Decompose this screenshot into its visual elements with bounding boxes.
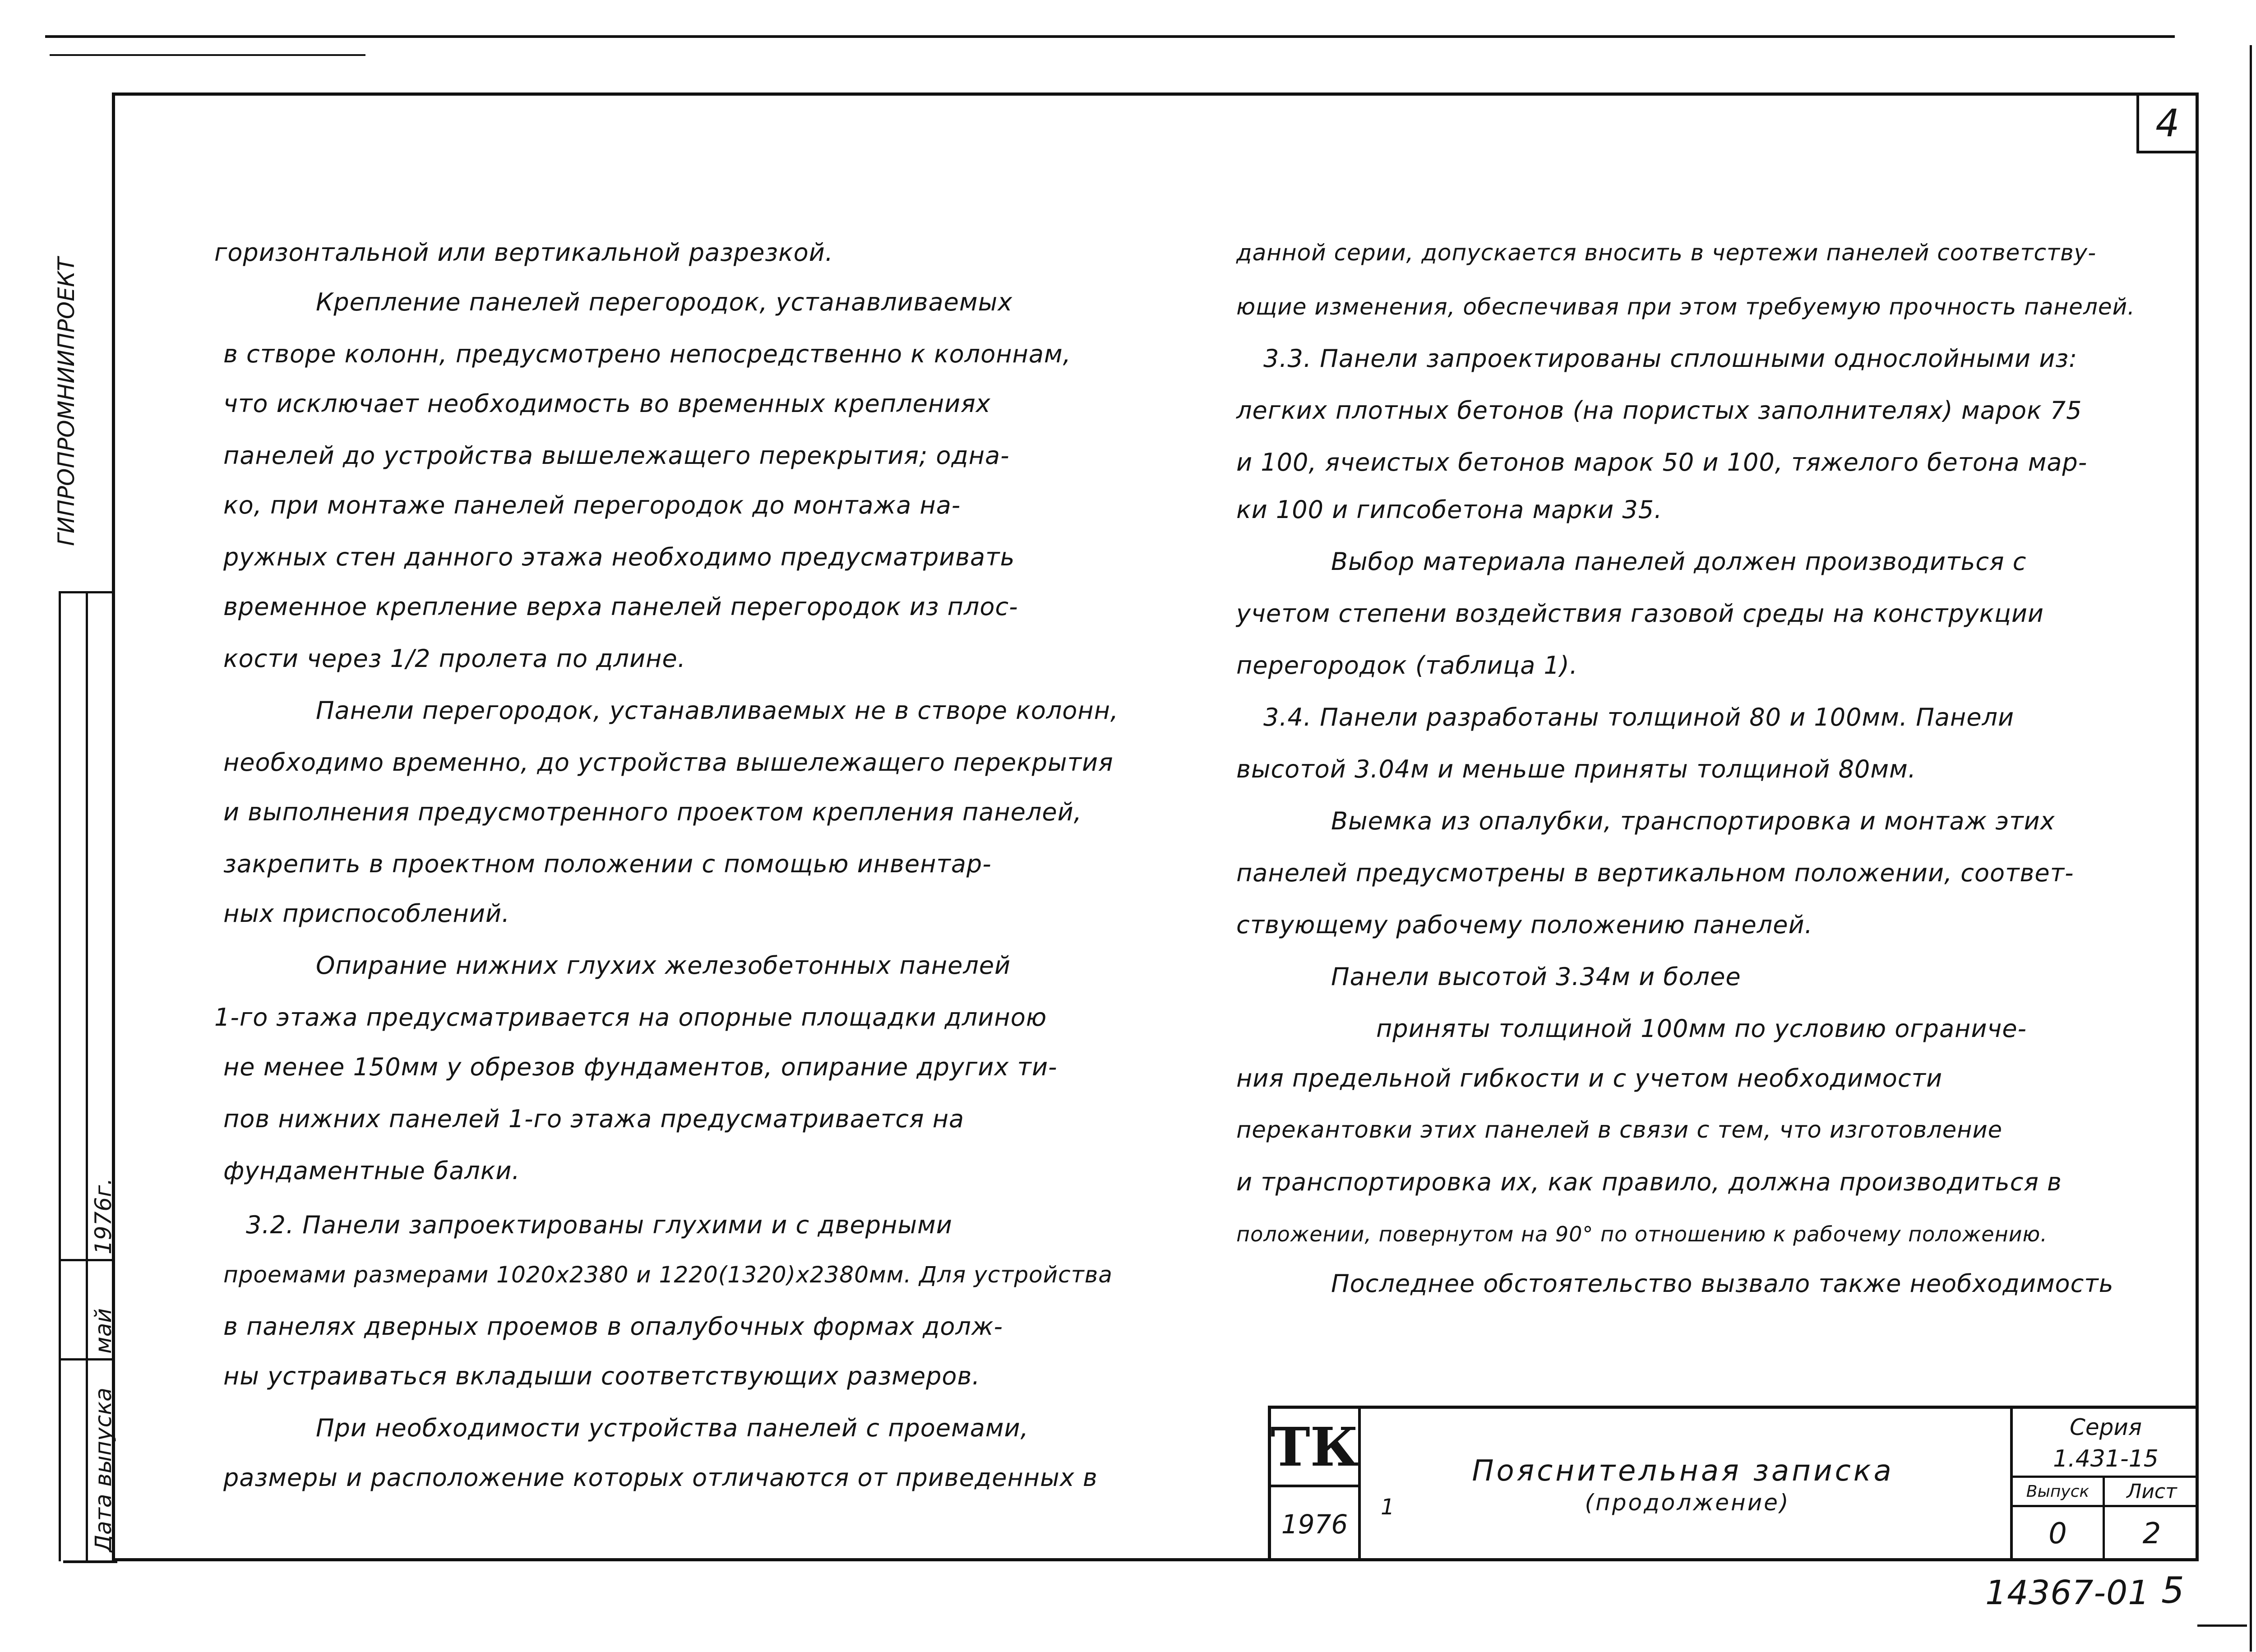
text-line: учетом степени воздействия газовой среды на конструкции (1236, 599, 2044, 628)
text-line: При необходимости устройства панелей с проемами, (316, 1414, 1029, 1442)
text-line: ния предельной гибкости и с учетом необходимости (1236, 1064, 1943, 1092)
document-subtitle-cell (1512, 1489, 1863, 1516)
title-year-cell (1271, 1487, 1358, 1561)
text-line: Панели перегородок, устанавливаемых не в створе колонн, (316, 696, 1119, 725)
text-line: 3.3. Панели запроектированы сплошными однослойными из: (1263, 344, 2078, 373)
title-year: 1976 (1281, 1509, 1348, 1540)
side-strip-divider-2 (86, 591, 88, 1561)
right-edge-line (2250, 45, 2252, 1652)
text-line: ны устраиваться вкладыши соответствующих размеров. (223, 1362, 980, 1390)
text-line: высотой 3.04м и меньше приняты толщиной 80мм. (1236, 755, 1916, 783)
inventory-number: 14367-01 (1985, 1573, 2150, 1612)
text-line: панелей предусмотрены в вертикальном положении, соответ- (1236, 859, 2074, 887)
text-line: перегородок (таблица 1). (1236, 651, 1578, 680)
side-year: 1976г. (90, 1178, 116, 1254)
series-value: 1.431-15 (2053, 1445, 2159, 1472)
text-line: в створе колонн, предусмотрено непосредственно к колоннам, (223, 340, 1071, 368)
text-line: ружных стен данного этажа необходимо предусматривать (223, 543, 1015, 571)
text-line: 3.2. Панели запроектированы глухими и с дверными (246, 1211, 952, 1239)
text-line: не менее 150мм у обрезов фундаментов, опирание других ти- (223, 1053, 1058, 1081)
issue-value: 0 (2048, 1517, 2067, 1550)
side-strip-row-2 (59, 1358, 112, 1360)
side-organization-label: ГИПРОПРОМНИИПРОЕКТ (53, 257, 79, 546)
logo-text: ТК (1270, 1415, 1359, 1478)
side-date-label: Дата выпуска (90, 1388, 116, 1552)
series-label-cell (2013, 1412, 2199, 1442)
bottom-left-line (63, 1560, 117, 1563)
text-line: приняты толщиной 100мм по условию ограниче- (1376, 1014, 2027, 1043)
bottom-right-tick (2197, 1624, 2247, 1627)
text-line: Опирание нижних глухих железобетонных панелей (316, 951, 1011, 980)
text-line: необходимо временно, до устройства вышележащего перекрытия (223, 748, 1114, 777)
text-line: ствующему рабочему положению панелей. (1236, 911, 1813, 939)
text-line: ки 100 и гипсобетона марки 35. (1236, 495, 1663, 524)
title-block-top (1268, 1406, 2199, 1409)
document-title-cell (1399, 1455, 1967, 1487)
text-line: Крепление панелей перегородок, устанавливаемых (316, 288, 1013, 316)
text-line: закрепить в проектном положении с помощью инвентар- (223, 850, 992, 878)
sheet-value-cell (2105, 1507, 2199, 1560)
text-line: положении, повернутом на 90° по отношению к рабочему положению. (1236, 1222, 2048, 1246)
text-line: и транспортировка их, как правило, должна производиться в (1236, 1168, 2062, 1196)
text-line: кости через 1/2 пролета по длине. (223, 644, 686, 673)
top-edge-line-thin (50, 54, 365, 56)
text-line: легких плотных бетонов (на пористых заполнителях) марок 75 (1236, 396, 2082, 425)
text-line: Панели высотой 3.34м и более (1331, 963, 1741, 991)
issue-label: Выпуск (2026, 1482, 2090, 1501)
sheet-label-cell (2105, 1478, 2199, 1505)
text-line: данной серии, допускается вносить в чертежи панелей соответству- (1236, 240, 2097, 266)
series-value-cell (2013, 1443, 2199, 1475)
text-line: ных приспособлений. (223, 899, 510, 928)
text-line: в панелях дверных проемов в опалубочных формах долж- (223, 1312, 1003, 1341)
text-line: панелей до устройства вышележащего перекрытия; одна- (223, 441, 1010, 470)
sheet-label: Лист (2127, 1480, 2177, 1503)
side-strip-top (59, 591, 112, 593)
text-line: пов нижних панелей 1-го этажа предусматривается на (223, 1105, 965, 1133)
issue-value-cell (2013, 1507, 2103, 1560)
text-line: Выбор материала панелей должен производиться с (1331, 547, 2027, 576)
text-line: горизонтальной или вертикальной разрезкой. (214, 238, 833, 267)
text-line: и выполнения предусмотренного проектом крепления панелей, (223, 798, 1082, 826)
text-line: перекантовки этих панелей в связи с тем, что изготовление (1236, 1117, 2002, 1143)
text-line: Последнее обстоятельство вызвало также необходимость (1331, 1269, 2114, 1298)
series-label: Серия (2070, 1414, 2142, 1440)
side-month: май (90, 1308, 116, 1354)
text-line: 1-го этажа предусматривается на опорные площадки длиною (214, 1003, 1047, 1032)
text-line: ющие изменения, обеспечивая при этом требуемую прочность панелей. (1236, 294, 2136, 320)
text-line: что исключает необходимость во временных креплениях (223, 389, 991, 418)
text-line: ко, при монтаже панелей перегородок до монтажа на- (223, 491, 961, 519)
text-line: фундаментные балки. (223, 1157, 520, 1185)
document-subtitle: (продолжение) (1585, 1490, 1790, 1516)
text-line: размеры и расположение которых отличаются от приведенных в (223, 1463, 1098, 1492)
side-strip-row (59, 1259, 112, 1261)
issue-label-cell (2013, 1478, 2103, 1505)
organization-logo (1271, 1409, 1358, 1485)
text-line: Выемка из опалубки, транспортировка и монтаж этих (1331, 807, 2055, 835)
document-title: Пояснительная записка (1472, 1454, 1894, 1488)
sheet-number-box (2136, 93, 2199, 153)
sheet-value: 2 (2142, 1517, 2161, 1550)
text-line: и 100, ячеистых бетонов марок 50 и 100, тяжелого бетона мар- (1236, 448, 2088, 477)
text-line: временное крепление верха панелей перегородок из плос- (223, 592, 1018, 621)
top-edge-line (45, 35, 2175, 38)
text-line: 3.4. Панели разработаны толщиной 80 и 100мм. Панели (1263, 703, 2015, 731)
text-line: проемами размерами 1020х2380 и 1220(1320)х2380мм. Для устройства (223, 1262, 1113, 1288)
page-number: 5 (2161, 1569, 2185, 1611)
title-mark: 1 (1381, 1495, 1395, 1520)
side-strip-divider (59, 591, 61, 1561)
sheet-number: 4 (2155, 101, 2180, 145)
